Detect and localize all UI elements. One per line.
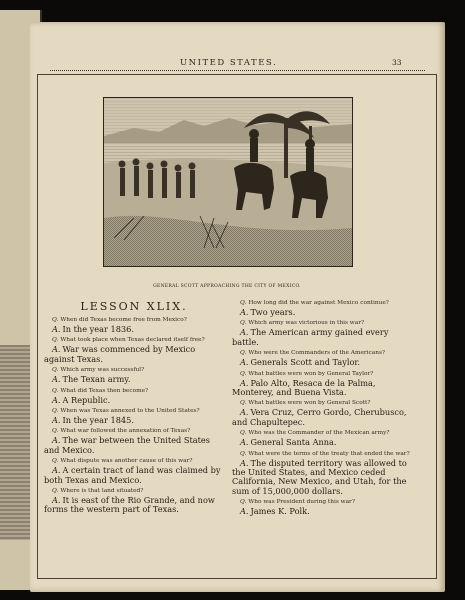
answer-label: A.: [240, 457, 249, 468]
answer-body: The Texan army.: [62, 374, 131, 385]
engraving-scene: [104, 98, 352, 266]
answer-body: The American army gained every battle.: [232, 327, 389, 347]
lesson-title: LESSON XLIX.: [80, 300, 188, 313]
answer-body: Vera Cruz, Cerro Gordo, Cherubusco, and Chapultepec.: [232, 407, 407, 427]
question-body: What were the terms of the treaty that ended the war?: [248, 450, 410, 457]
answer-text: [44, 325, 224, 334]
question-body: What battles were won by General Taylor?: [248, 370, 374, 377]
answer-body: In the year 1845.: [62, 415, 134, 426]
question-label: Q.: [240, 370, 247, 377]
question-text: [232, 451, 412, 458]
question-label: Q.: [240, 350, 247, 357]
question-text: [232, 371, 412, 378]
answer-label: A.: [52, 435, 61, 446]
question-body: What did Texas then become?: [60, 387, 149, 394]
qa-item: [44, 337, 224, 364]
question-body: Where is that land situated?: [60, 488, 144, 495]
answer-text: [232, 358, 412, 367]
question-body: When did Texas become free from Mexico?: [60, 317, 187, 323]
answer-text: [232, 438, 412, 447]
question-body: What dispute was another cause of this war?: [60, 458, 193, 465]
answer-text: [44, 345, 224, 364]
question-label: Q.: [240, 300, 247, 306]
question-text: [44, 367, 224, 374]
question-label: Q.: [52, 408, 59, 415]
qa-item: [44, 488, 224, 515]
answer-label: A.: [240, 407, 249, 418]
answer-label: A.: [240, 327, 249, 338]
question-body: Which army was successful?: [60, 367, 145, 374]
question-text: [44, 488, 224, 495]
question-text: [44, 428, 224, 435]
question-body: Who were the Commanders of the Americans?: [248, 350, 386, 357]
question-text: [232, 499, 412, 506]
answer-text: [232, 308, 412, 317]
qa-item: [44, 367, 224, 384]
question-text: [232, 400, 412, 407]
question-text: [232, 430, 412, 437]
question-text: [232, 350, 412, 357]
answer-text: [232, 507, 412, 516]
answer-text: [232, 408, 412, 427]
answer-text: [44, 436, 224, 455]
answer-body: The disputed territory was allowed to the United States, and Mexico ceded California, New Mexico, and Utah, for the sum of 15,000,000 dollars.: [232, 457, 407, 496]
qa-item: [44, 388, 224, 405]
question-label: Q.: [240, 320, 247, 327]
question-label: Q.: [52, 367, 59, 374]
answer-label: A.: [52, 394, 61, 405]
answer-body: It is east of the Rio Grande, and now forms the western part of Texas.: [44, 495, 215, 515]
engraving-illustration: [103, 97, 353, 267]
answer-text: [44, 496, 224, 515]
answer-label: A.: [52, 465, 61, 476]
answer-label: A.: [52, 344, 61, 355]
answer-label: A.: [52, 415, 61, 426]
question-body: Who was the Commander of the Mexican army?: [248, 430, 390, 437]
question-label: Q.: [240, 450, 247, 457]
answer-body: General Santa Anna.: [250, 437, 337, 448]
answer-body: The war between the United States and Mexico.: [44, 435, 210, 455]
answer-text: [44, 416, 224, 425]
qa-item: [232, 350, 412, 367]
answer-label: A.: [240, 307, 249, 317]
answer-label: A.: [52, 495, 61, 506]
question-label: Q.: [240, 400, 247, 407]
answer-body: In the year 1836.: [62, 324, 134, 334]
question-text: [44, 317, 224, 324]
answer-label: A.: [52, 374, 61, 385]
illustration-caption: GENERAL SCOTT APPROACHING THE CITY OF MEXICO.: [153, 284, 301, 289]
question-body: What battles were won by General Scott?: [248, 400, 371, 407]
qa-item: [232, 430, 412, 447]
qa-item: [232, 300, 412, 317]
left-column: [44, 300, 224, 518]
answer-label: A.: [240, 506, 249, 517]
right-column: [232, 300, 412, 520]
answer-text: [232, 459, 412, 497]
qa-item: [44, 458, 224, 485]
running-header-title: UNITED STATES.: [180, 58, 278, 68]
answer-body: A certain tract of land was claimed by both Texas and Mexico.: [44, 465, 221, 485]
answer-text: [232, 328, 412, 347]
qa-item: [44, 428, 224, 455]
answer-body: War was commenced by Mexico against Texas.: [44, 344, 196, 364]
qa-item: [44, 408, 224, 425]
question-label: Q.: [240, 499, 247, 506]
left-page-engraving: [0, 345, 30, 540]
answer-body: Palo Alto, Resaca de la Palma, Monterey, and Buena Vista.: [232, 377, 376, 398]
qa-item: [232, 320, 412, 347]
qa-item: [232, 451, 412, 497]
question-label: Q.: [52, 458, 59, 465]
answer-body: James K. Polk.: [250, 506, 310, 517]
question-body: What war followed the annexation of Texas?: [60, 428, 191, 435]
question-body: Who was President during this war?: [248, 499, 355, 506]
answer-label: A.: [52, 324, 61, 334]
question-label: Q.: [52, 488, 59, 495]
question-label: Q.: [52, 317, 59, 323]
answer-label: A.: [240, 437, 249, 448]
question-body: When was Texas annexed to the United States?: [60, 408, 200, 415]
answer-body: Generals Scott and Taylor.: [250, 357, 361, 368]
answer-label: A.: [240, 357, 249, 368]
answer-text: [44, 396, 224, 405]
question-text: [44, 458, 224, 465]
question-body: How long did the war against Mexico continue?: [248, 300, 389, 306]
answer-text: [44, 466, 224, 485]
question-text: [44, 337, 224, 344]
question-label: Q.: [52, 387, 59, 394]
qa-item: [44, 317, 224, 334]
answer-body: Two years.: [250, 307, 296, 317]
qa-item: [232, 400, 412, 427]
question-text: [232, 300, 412, 307]
question-label: Q.: [52, 428, 59, 435]
answer-body: A Republic.: [62, 394, 111, 405]
question-body: What took place when Texas declared itself free?: [60, 337, 205, 344]
answer-text: [232, 379, 412, 398]
qa-item: [232, 371, 412, 398]
page-number: 33: [392, 58, 402, 67]
question-text: [44, 408, 224, 415]
question-label: Q.: [52, 337, 59, 344]
question-text: [44, 388, 224, 395]
question-label: Q.: [240, 430, 247, 437]
qa-item: [232, 499, 412, 516]
question-text: [232, 320, 412, 327]
book-page: [30, 22, 445, 592]
question-body: Which army was victorious in this war?: [248, 320, 365, 327]
answer-text: [44, 375, 224, 384]
answer-label: A.: [240, 377, 249, 388]
